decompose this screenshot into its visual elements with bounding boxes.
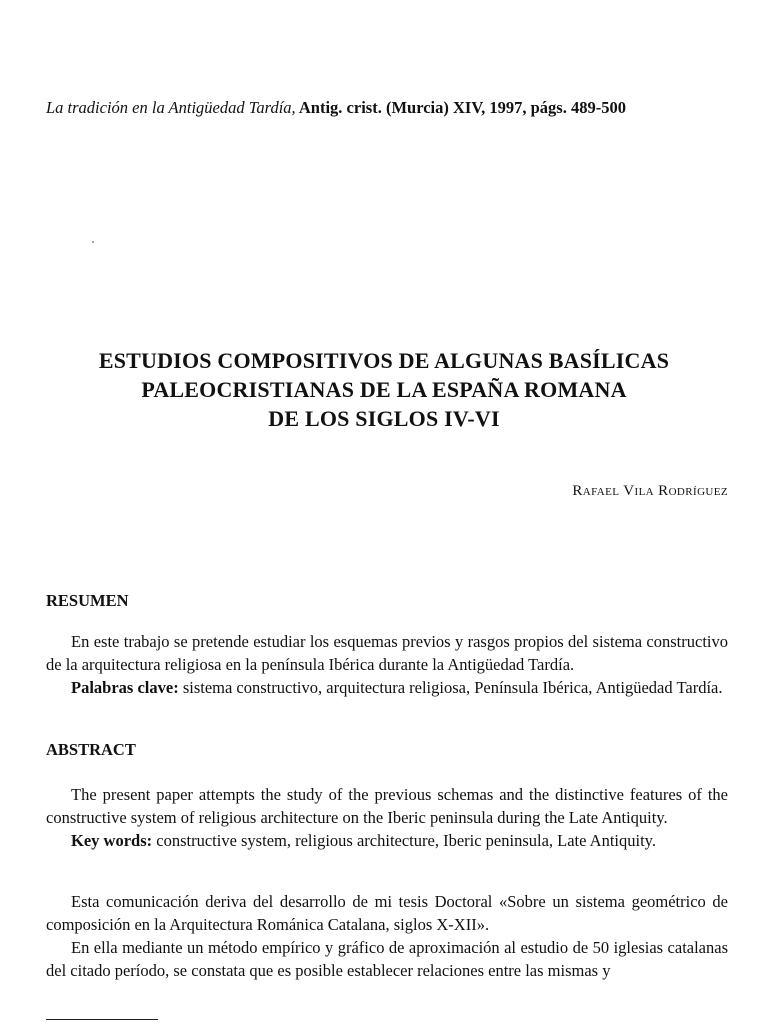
article-title <box>0 346 768 433</box>
body-paragraph-1: Esta comunicación deriva del desarrollo de mi tesis Doctoral «Sobre un sistema geométrico de composición en la Arquitectura Románica Catalana, siglos X-XII». <box>46 892 728 934</box>
author-name: Rafael Vila Rodríguez <box>572 483 728 499</box>
resumen-heading: RESUMEN <box>46 591 129 610</box>
resumen-keywords <box>46 676 728 699</box>
keywords-label: Palabras clave: <box>71 678 179 697</box>
body-text <box>46 890 728 982</box>
body-paragraph-2: En ella mediante un método empírico y gráfico de aproximación al estudio de 50 iglesias catalanas del citado período, se constata que es posible establecer relaciones entre las mismas y <box>46 938 728 980</box>
resumen-section <box>46 630 728 699</box>
resumen-text: En este trabajo se pretende estudiar los esquemas previos y rasgos propios del sistema constructivo de la arquitectura religiosa en la península Ibérica durante la Antigüedad Tardía. <box>46 632 728 674</box>
abstract-heading: ABSTRACT <box>46 740 136 759</box>
title-line-1: ESTUDIOS COMPOSITIVOS DE ALGUNAS BASÍLICAS <box>98 348 670 373</box>
footnote-rule <box>46 1019 158 1020</box>
title-line-2: PALEOCRISTIANAS DE LA ESPAÑA ROMANA <box>141 377 627 402</box>
book-title: La tradición en la Antigüedad Tardía, <box>46 98 296 117</box>
scan-speck <box>92 241 94 243</box>
title-line-3: DE LOS SIGLOS IV-VI <box>268 406 500 431</box>
journal-reference: Antig. crist. (Murcia) XIV, 1997, págs. 489-500 <box>295 98 626 117</box>
key-words-text: constructive system, religious architecture, Iberic peninsula, Late Antiquity. <box>152 831 656 850</box>
abstract-section <box>46 783 728 852</box>
abstract-keywords <box>46 829 728 852</box>
key-words-label: Key words: <box>71 831 153 850</box>
journal-citation <box>46 98 626 118</box>
abstract-text: The present paper attempts the study of the previous schemas and the distinctive features of the constructive system of religious architecture on the Iberic peninsula during the Late Antiquity. <box>46 785 728 827</box>
keywords-text: sistema constructivo, arquitectura religiosa, Península Ibérica, Antigüedad Tardía. <box>178 678 723 697</box>
